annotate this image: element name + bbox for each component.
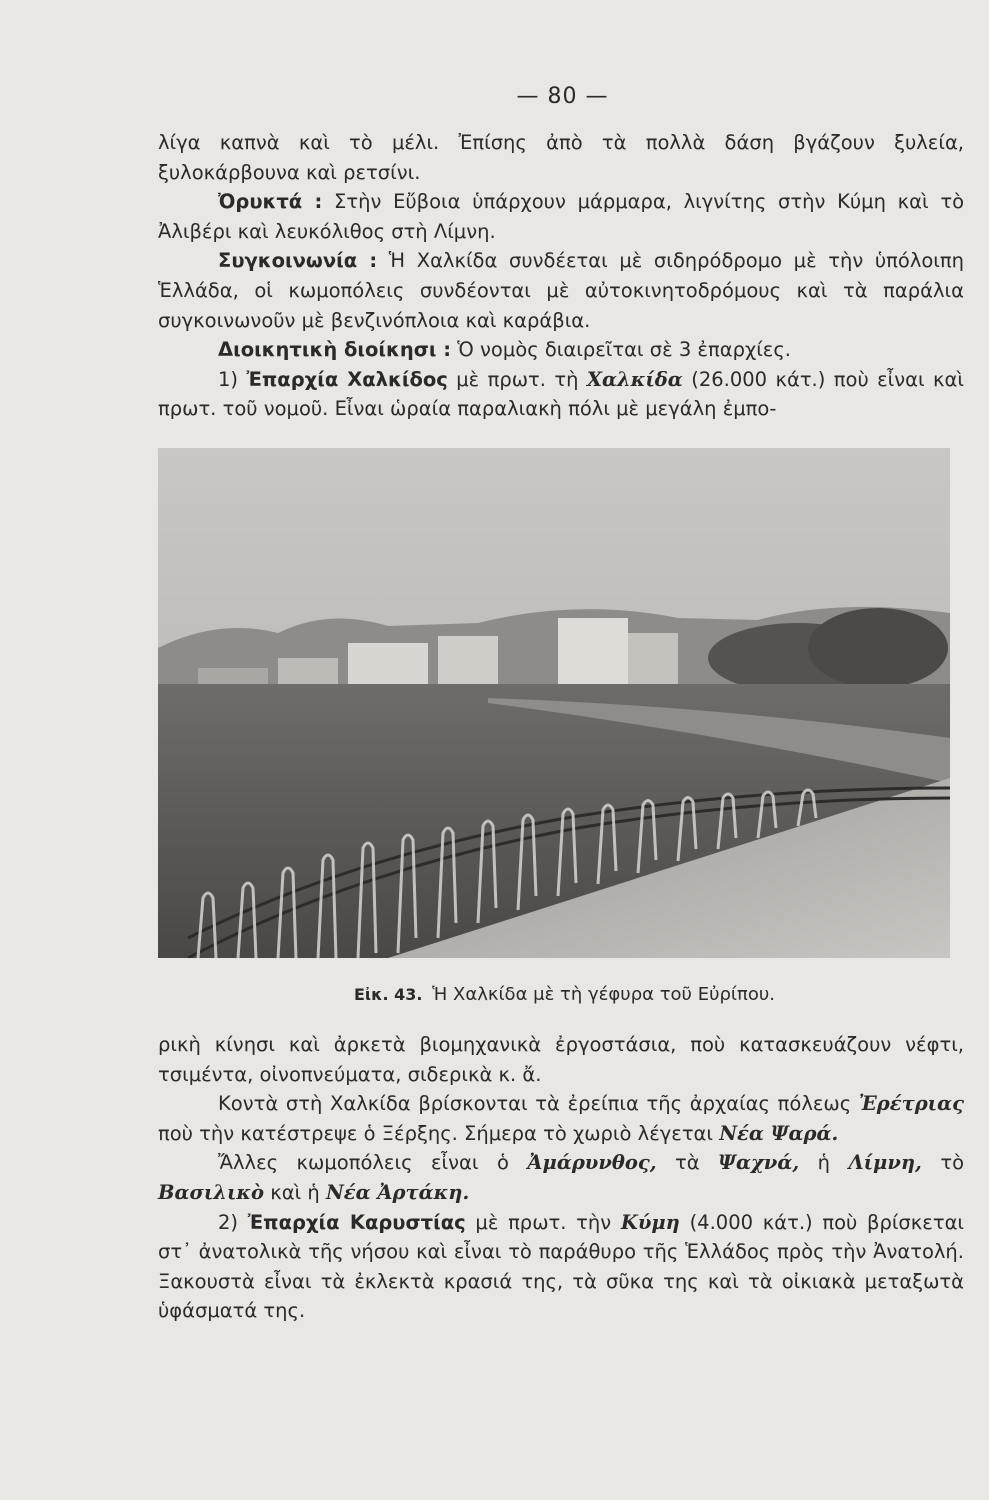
photo-chalkida-bridge <box>158 448 950 958</box>
amarynthos-name: Ἀμάρυνθος, <box>527 1151 657 1175</box>
paragraph-products: λίγα καπνὰ καὶ τὸ μέλι. Ἐπίσης ἀπὸ τὰ πολλὰ δάση βγάζουν ξυλεία, ξυλοκάρβουνα καὶ ρετσίνι. <box>158 131 964 184</box>
eretria-text-a: Κοντὰ στὴ Χαλκίδα βρίσκονται τὰ ἐρείπια τῆς ἀρχαίας πόλεως <box>218 1092 852 1116</box>
towns-text-e: καὶ ἡ <box>270 1180 320 1204</box>
eretria-name: Ἐρέτριας <box>858 1092 964 1116</box>
towns-text-d: τὸ <box>940 1151 964 1175</box>
page-number: — 80 — <box>516 84 609 109</box>
figure-caption-text: Ἡ Χαλκίδα μὲ τὴ γέφυρα τοῦ Εὐρίπου. <box>432 984 775 1005</box>
paragraph-administration <box>158 335 964 365</box>
towns-text-c: ἡ <box>817 1151 830 1175</box>
towns-text-a: Ἄλλες κωμοπόλεις εἶναι ὁ <box>218 1151 509 1175</box>
karystia-province-heading: Ἐπαρχία Καρυστίας <box>247 1210 466 1234</box>
towns-text-b: τὰ <box>675 1151 700 1175</box>
kymi-name: Κύμη <box>620 1210 680 1234</box>
psachna-name: Ψαχνά, <box>718 1151 800 1175</box>
administration-heading: Διοικητικὴ διοίκησι : <box>218 338 452 362</box>
vasiliko-name: Βασιλικὸ <box>158 1180 265 1204</box>
province-number: 1) <box>218 367 239 391</box>
administration-text: Ὁ νομὸς διαιρεῖται σὲ 3 ἐπαρχίες. <box>457 338 791 362</box>
paragraph-eretria <box>158 1089 964 1148</box>
karystia-text-a: μὲ πρωτ. τὴν <box>475 1210 612 1234</box>
chalkida-text-b: (26.000 κάτ.) ποὺ εἶναι καὶ πρωτ. τοῦ νομοῦ. Εἶναι ὡραία παραλιακὴ πόλι μὲ μεγάλη ἐμπο- <box>158 367 964 421</box>
chalkida-text-a: μὲ πρωτ. τὴ <box>456 367 579 391</box>
eretria-text-b: ποὺ τὴν κατέστρεψε ὁ Ξέρξης. Σήμερα τὸ χωριὸ λέγεται <box>158 1121 714 1145</box>
province-number-2: 2) <box>218 1210 239 1234</box>
top-text-block <box>158 128 964 424</box>
figure-caption <box>0 984 989 1005</box>
paragraph-chalkida-province <box>158 365 964 424</box>
paragraph-transport <box>158 246 964 335</box>
transport-text: Ἡ Χαλκίδα συνδέεται μὲ σιδηρόδρομο μὲ τὴν ὑπόλοιπη Ἑλλάδα, οἱ κωμοπόλεις συνδέονται μὲ αὐτοκινητοδρόμους καὶ τὰ παράλια συγκοινωνοῦν μὲ βενζινόπλοια καὶ καράβια. <box>158 249 965 332</box>
transport-heading: Συγκοινωνία : <box>218 249 378 273</box>
photo-drawing <box>158 448 950 958</box>
chalkida-city-name: Χαλκίδα <box>586 367 683 391</box>
paragraph-karystia-province <box>158 1208 964 1326</box>
nea-artaki-name: Νέα Ἀρτάκη. <box>325 1180 470 1204</box>
bottom-text-block <box>158 1030 964 1326</box>
minerals-text: Στὴν Εὔβοια ὑπάρχουν μάρμαρα, λιγνίτης στὴν Κύμη καὶ τὸ Ἀλιβέρι καὶ λευκόλιθος στὴ Λίμνη. <box>158 190 964 243</box>
paragraph-industry: ρικὴ κίνησι καὶ ἀρκετὰ βιομηχανικὰ ἐργοστάσια, ποὺ κατασκευάζουν νέφτι, τσιμέντα, οἰνοπνεύματα, σιδερικὰ κ. ἄ. <box>158 1033 964 1086</box>
nea-psara-name: Νέα Ψαρά. <box>719 1121 839 1145</box>
figure-label: Εἰκ. 43. <box>353 985 423 1004</box>
paragraph-towns <box>158 1148 964 1207</box>
paragraph-minerals <box>158 187 964 246</box>
limni-name: Λίμνη, <box>848 1151 922 1175</box>
minerals-heading: Ὀρυκτά : <box>218 190 323 214</box>
karystia-text-b: (4.000 κάτ.) ποὺ βρίσκεται στ᾽ ἀνατολικὰ τῆς νήσου καὶ εἶναι τὸ παράθυρο τῆς Ἑλλάδος πρὸς τὴν Ἀνατολή. Ξακουστὰ εἶναι τὰ ἐκλεκτὰ κρασιά της, τὰ σῦκα της καὶ τὰ οἰκιακὰ μεταξωτὰ ὑφάσματά της. <box>158 1210 965 1323</box>
chalkida-province-heading: Ἐπαρχία Χαλκίδος <box>246 367 448 391</box>
